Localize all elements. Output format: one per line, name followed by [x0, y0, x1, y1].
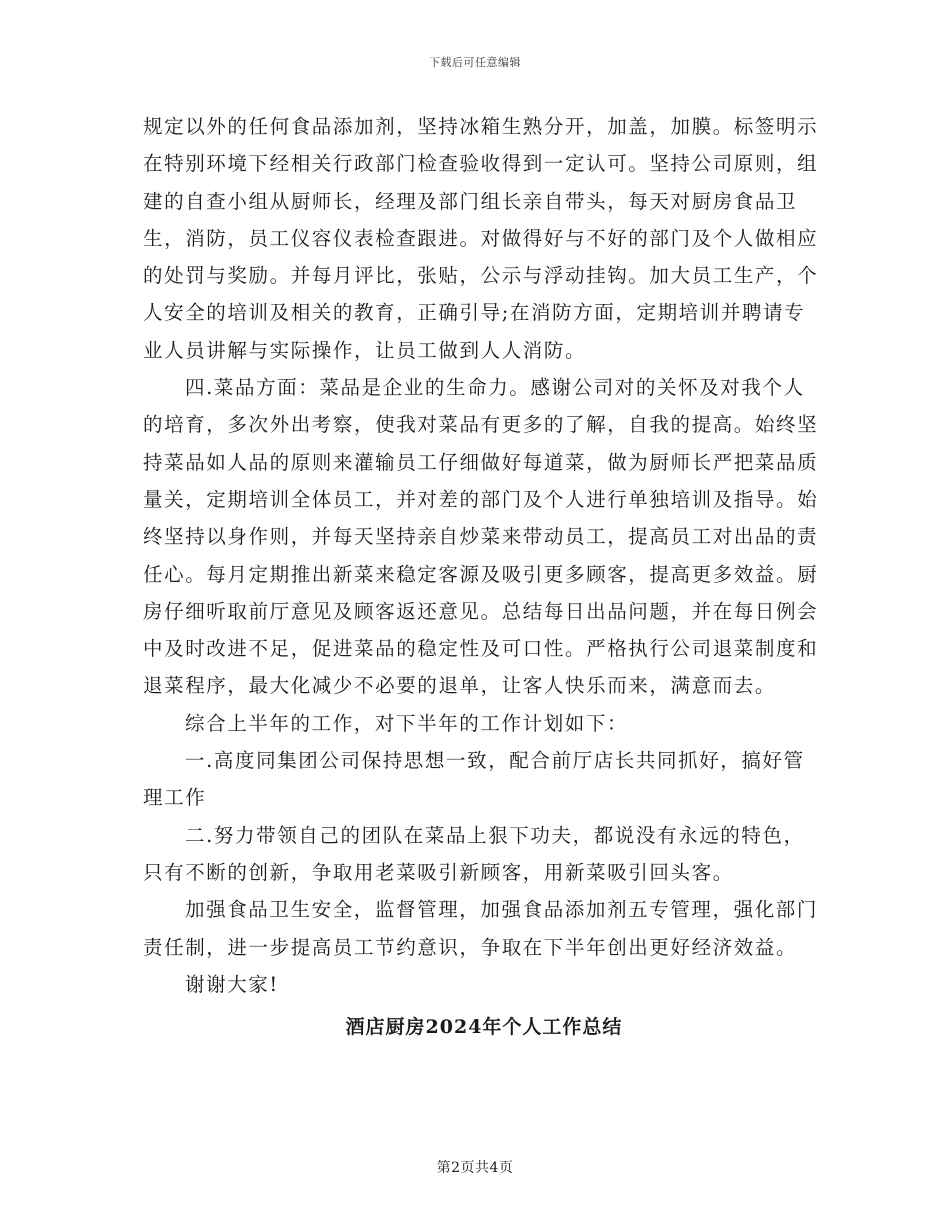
document-body — [143, 108, 825, 1046]
paragraph-plan-item-1: 一.高度同集团公司保持思想一致，配合前厅店长共同抓好，搞好管理工作 — [143, 749, 805, 810]
page-number: 第2页共4页 — [436, 1160, 514, 1176]
paragraph-dishes: 四.菜品方面：菜品是企业的生命力。感谢公司对的关怀及对我个人的培育，多次外出考察，使我对菜品有更多的了解，自我的提高。始终坚持菜品如人品的原则来灌输员工仔细做好每道菜，做为厨师长严把菜品质量关，定期培训全体员工，并对差的部门及个人进行单独培训及指导。始终坚持以身作则，并每天坚持亲自炒菜来带动员工，提高员工对出品的责任心。每月定期推出新菜来稳定客源及吸引更多顾客，提高更多效益。厨房仔细听取前厅意见及顾客返还意见。总结每日出品问题，并在每日例会中及时改进不足，促进菜品的稳定性及可口性。严格执行公司退菜制度和退菜程序，最大化减少不必要的退单，让客人快乐而来，满意而去。 — [143, 376, 819, 698]
page-header: 下载后可任意编辑 — [429, 56, 521, 69]
paragraph-plan-item-2: 二.努力带领自己的团队在菜品上狠下功夫，都说没有永远的特色，只有不断的创新，争取用老菜吸引新顾客，用新菜吸引回头客。 — [143, 823, 805, 884]
paragraph-plan-item-3: 加强食品卫生安全，监督管理，加强食品添加剂五专管理，强化部门责任制，进一步提高员工节约意识，争取在下半年创出更好经济效益。 — [143, 898, 819, 959]
paragraph-thanks: 谢谢大家! — [185, 972, 279, 996]
paragraph-food-safety: 规定以外的任何食品添加剂，坚持冰箱生熟分开，加盖，加膜。标签明示在特别环境下经相关行政部门检查验收得到一定认可。坚持公司原则，组建的自查小组从厨师长，经理及部门组长亲自带头，每天对厨房食品卫生，消防，员工仪容仪表检查跟进。对做得好与不好的部门及个人做相应的处罚与奖励。并每月评比，张贴，公示与浮动挂钩。加大员工生产，个人安全的培训及相关的教育，正确引导;在消防方面，定期培训并聘请专业人员讲解与实际操作，让员工做到人人消防。 — [143, 115, 819, 362]
paragraph-plan-intro: 综合上半年的工作，对下半年的工作计划如下： — [185, 711, 629, 735]
section-title: 酒店厨房2024年个人工作总结 — [345, 1016, 623, 1039]
